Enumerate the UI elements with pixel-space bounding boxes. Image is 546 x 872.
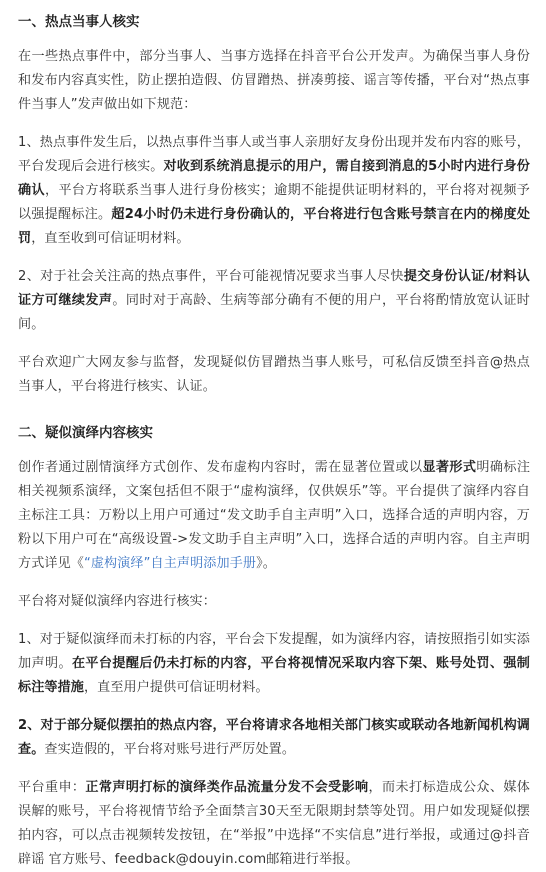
section2-item1 (18, 628, 530, 700)
text: 平台重申： (18, 780, 86, 795)
text: 创作者通过剧情演绎方式创作、发布虚构内容时，需在显著位置或以 (18, 460, 423, 475)
text: ，平台方将联系当事人进行身份核实；逾期不能提供证明材料的，平台将对视频予以强提醒标注。 (18, 183, 530, 222)
text: 明确标注相关视频系演绎，文案包括但不限于“虚构演绎，仅供娱乐”等。平台提供了演绎内容自主标注工具：万粉以上用户可通过“发文助手自主声明”入口，选择合适的声明内容，万粉以下用户可在“高级设置->发文助手自主声明”入口，选择合适的声明内容。自主声明方式详见《 (18, 460, 531, 571)
bold-text: 2、对于部分疑似摆拍的热点内容，平台将请求各地相关部门核实或联动各地新闻机构调查。 (18, 718, 530, 757)
text: ，直至用户提供可信证明材料。 (83, 680, 269, 695)
bold-text: 显著形式 (422, 460, 477, 475)
text: 查实造假的，平台将对账号进行严厉处置。 (44, 742, 296, 757)
section2-intro (18, 456, 530, 576)
bold-text: 正常声明打标的演绎类作品流量分发不会受影响 (85, 780, 369, 795)
text: 1、对于疑似演绎而未打标的内容，平台会下发提醒，如为演绎内容，请按照指引如实添加声明。 (18, 632, 530, 671)
section2-lead: 平台将对疑似演绎内容进行核实： (18, 594, 216, 609)
section-heading-performance: 二、疑似演绎内容核实 (18, 425, 153, 441)
section1-item1 (18, 131, 530, 251)
text: ，直至收到可信证明材料。 (31, 231, 190, 246)
section1-item2 (18, 265, 530, 337)
section-heading-hotspot: 一、热点当事人核实 (18, 14, 140, 30)
bold-text: 对收到系统消息提示的用户，需自接到消息的5小时内进行身份确认 (18, 159, 530, 198)
text: ，而未打标造成公众、媒体误解的账号，平台将视情节给予全面禁言30天至无限期封禁等处罚。用户如发现疑似摆拍内容，可以点击视频转发按钮，在“举报”中选择“不实信息”进行举报，或通过@抖音辟谣 官方账号、feedback@douyin.com邮箱进行举报。 (18, 780, 530, 867)
text: 2、对于社会关注高的热点事件，平台可能视情况要求当事人尽快 (18, 269, 404, 284)
bold-text: 在平台提醒后仍未打标的内容，平台将视情况采取内容下架、账号处罚、强制标注等措施 (18, 656, 530, 695)
bold-text: 超24小时仍未进行身份确认的，平台将进行包含账号禁言在内的梯度处罚 (18, 207, 531, 246)
article (0, 11, 546, 872)
section1-intro: 在一些热点事件中，部分当事人、当事方选择在抖音平台公开发声。为确保当事人身份和发布内容真实性，防止摆拍造假、仿冒蹭热、拼凑剪接、谣言等传播，平台对“热点事件当事人”发声做出如下规范： (18, 49, 530, 112)
text: 1、热点事件发生后，以热点事件当事人或当事人亲朋好友身份出现并发布内容的账号，平台发现后会进行核实。 (18, 135, 530, 174)
bold-text: 提交身份认证/材料认证方可继续发声 (18, 269, 530, 308)
section2-item2 (18, 714, 530, 762)
manual-link[interactable]: “虚构演绎”自主声明添加手册 (83, 556, 257, 571)
section2-closing (18, 776, 530, 872)
text: 》。 (256, 556, 276, 571)
text: 。同时对于高龄、生病等部分确有不便的用户，平台将酌情放宽认证时间。 (18, 293, 530, 332)
section1-closing: 平台欢迎广大网友参与监督，发现疑似仿冒蹭热当事人账号，可私信反馈至抖音@热点当事人，平台将进行核实、认证。 (18, 355, 530, 394)
